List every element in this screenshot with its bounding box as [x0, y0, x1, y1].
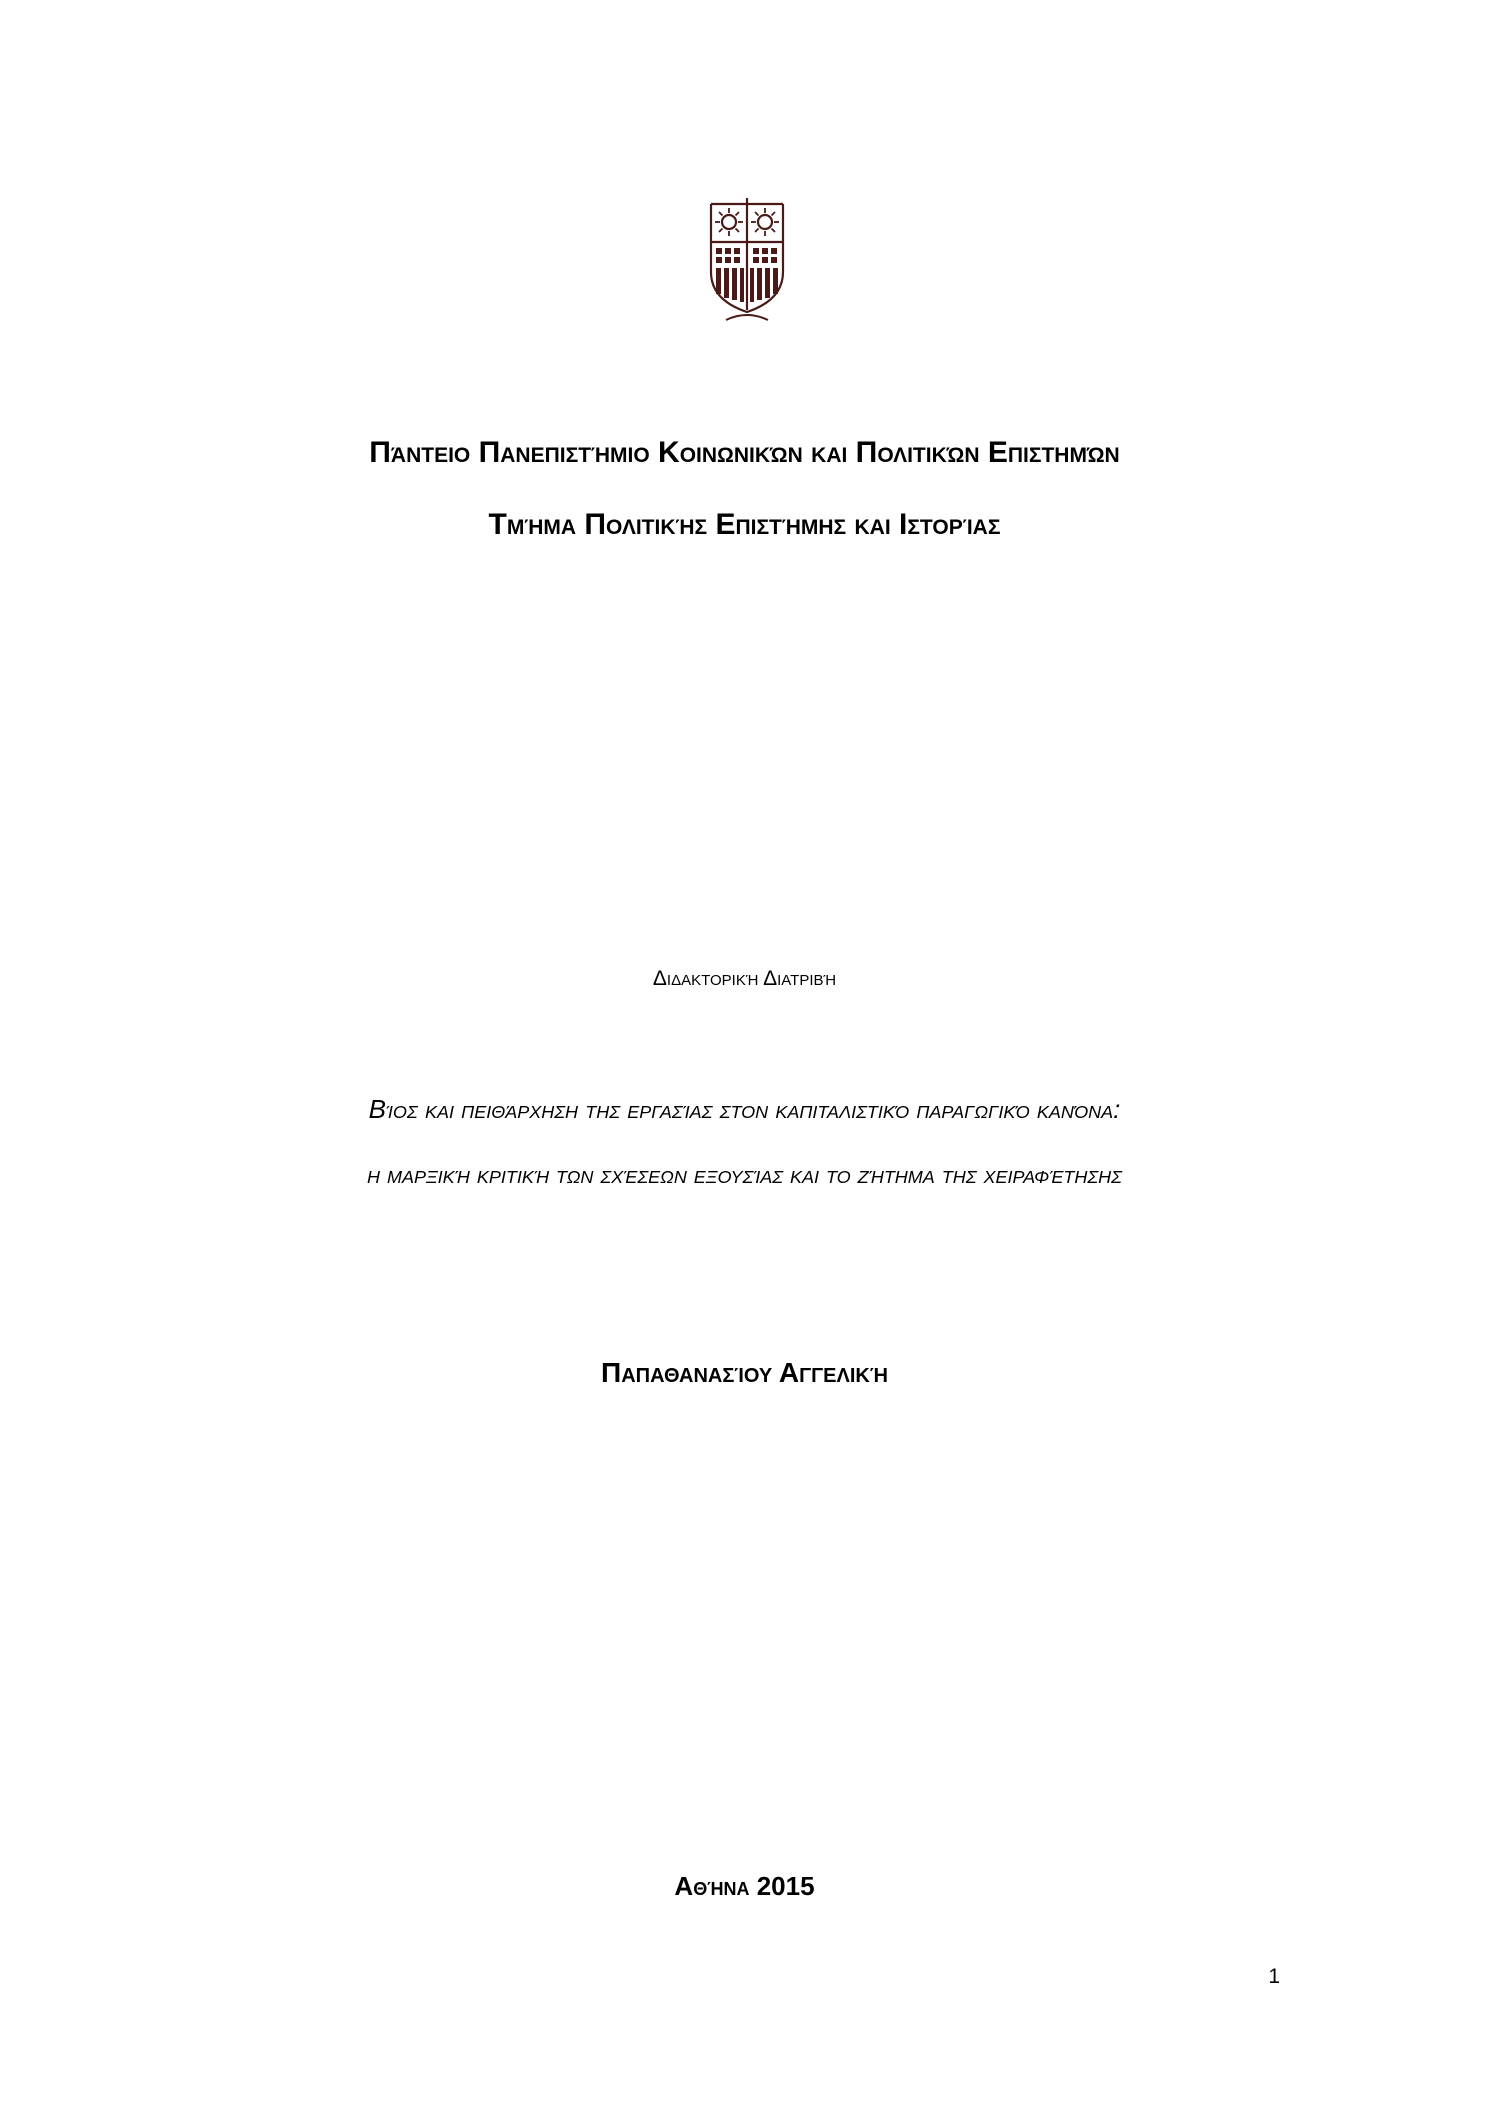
document-type: Διδακτορική Διατριβή: [652, 967, 837, 990]
place-year: Αθήνα 2015: [674, 1871, 815, 1901]
thesis-title-line-1: Βίος και πειθάρχηση της εργασίας στον καπιταλιστικό παραγωγικό κανόνα:: [368, 1094, 1121, 1124]
university-emblem-icon: [706, 192, 788, 322]
author-name: Παπαθανασίου Αγγελική: [601, 1357, 888, 1388]
page-number: 1: [1268, 1965, 1280, 1988]
thesis-title-line-2: η μαρξική κριτική των σχέσεων εξουσίας και το ζήτημα της χειραφέτησης: [367, 1161, 1122, 1189]
department-name: Τμήμα Πολιτικής Επιστήμης και Ιστορίας: [488, 508, 1001, 541]
university-name: Πάντειο Πανεπιστήμιο Κοινωνικών και Πολιτικών Επιστημών: [369, 436, 1120, 469]
